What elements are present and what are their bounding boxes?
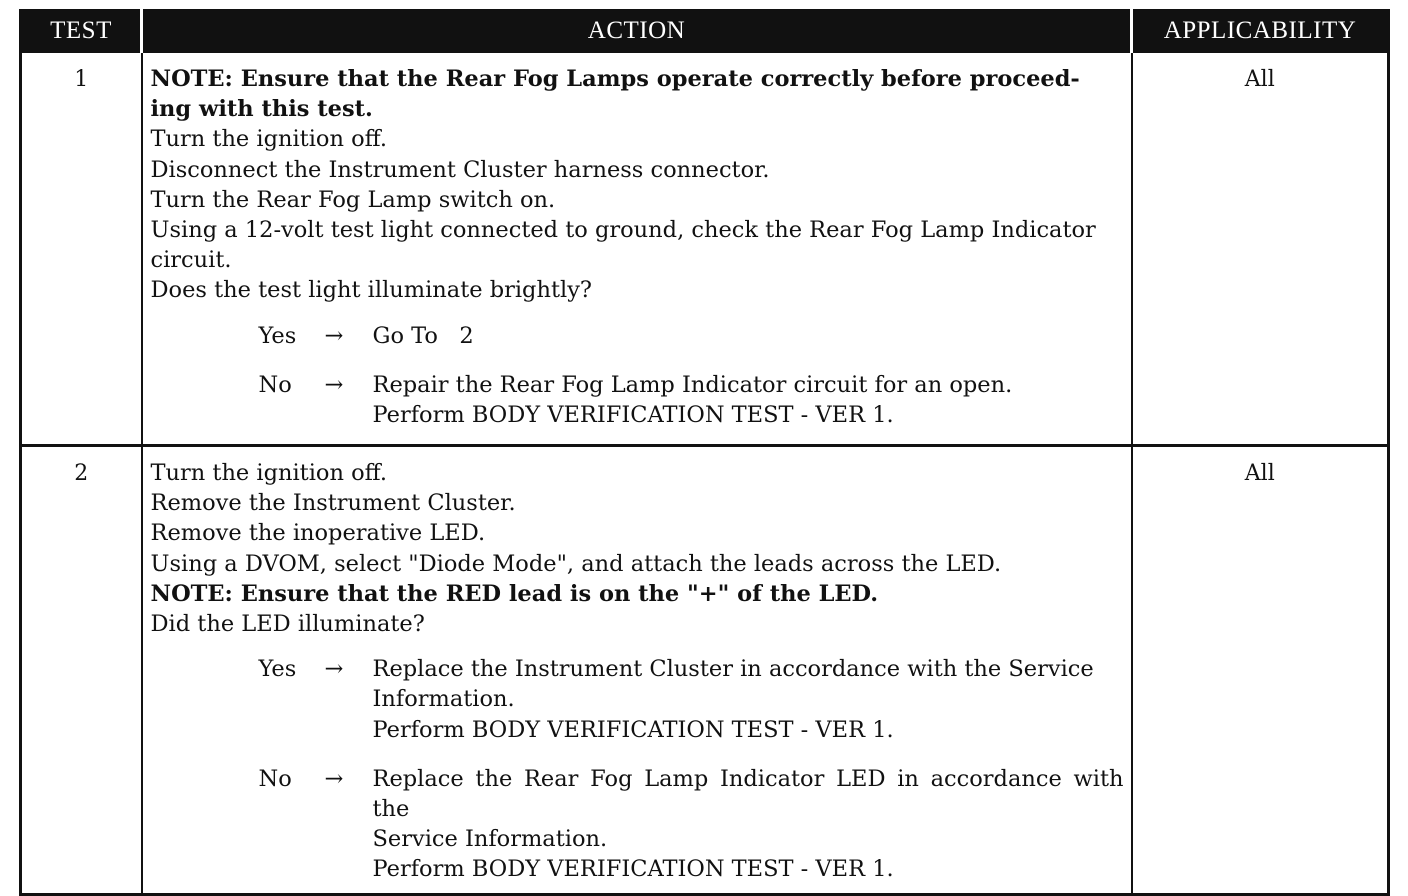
- result-text: [373, 764, 1124, 885]
- action-line: Disconnect the Instrument Cluster harness connector.: [150, 156, 770, 183]
- note-text: ing with this test.: [150, 96, 373, 123]
- question-line: Did the LED illuminate?: [150, 611, 425, 638]
- applicability-value: All: [1132, 52, 1389, 446]
- table-row: [21, 446, 1389, 895]
- result-line: Replace the Instrument Cluster in accordance with the Service: [372, 656, 1094, 683]
- action-cell: [142, 52, 1132, 446]
- table-header: [21, 11, 1389, 52]
- result-text: [373, 654, 1124, 745]
- result-line: Service Information.: [372, 826, 608, 853]
- action-line: Remove the inoperative LED.: [150, 520, 486, 547]
- action-line: Turn the Rear Fog Lamp switch on.: [150, 186, 556, 213]
- result-yes: [151, 321, 1124, 351]
- action-line: Turn the ignition off.: [150, 126, 387, 153]
- note-text: NOTE: Ensure that the RED lead is on the "+" of the LED.: [150, 580, 879, 607]
- action-line: circuit.: [150, 247, 232, 274]
- result-line: Repair the Rear Fog Lamp Indicator circuit for an open.: [372, 371, 1013, 398]
- answer-label: No: [258, 371, 292, 398]
- diagnostic-test-table: [19, 9, 1390, 896]
- answer-label: Yes: [258, 322, 297, 349]
- table-row: [21, 52, 1389, 446]
- test-number: 2: [21, 446, 142, 895]
- header-test: TEST: [21, 11, 142, 52]
- action-cell: [142, 446, 1132, 895]
- result-text: [373, 370, 1124, 430]
- note-text: NOTE: Ensure that the Rear Fog Lamps operate correctly before proceed-: [150, 66, 1080, 92]
- result-line: Perform BODY VERIFICATION TEST - VER 1.: [372, 856, 894, 883]
- question-line: Does the test light illuminate brightly?: [150, 277, 592, 304]
- header-action: ACTION: [142, 11, 1132, 52]
- result-no: [151, 764, 1124, 885]
- header-applicability: APPLICABILITY: [1132, 11, 1389, 52]
- answer-label: No: [258, 765, 292, 792]
- arrow-icon: →: [324, 765, 344, 792]
- result-line: Replace the Rear Fog Lamp Indicator LED in accordance with the: [372, 765, 1124, 823]
- result-line: Perform BODY VERIFICATION TEST - VER 1.: [372, 402, 894, 429]
- action-line: Using a 12-volt test light connected to ground, check the Rear Fog Lamp Indicator: [150, 217, 1096, 244]
- result-line: Perform BODY VERIFICATION TEST - VER 1.: [372, 716, 894, 743]
- result-line: Go To 2: [372, 322, 474, 349]
- action-line: Using a DVOM, select "Diode Mode", and attach the leads across the LED.: [150, 550, 1002, 577]
- result-no: [151, 370, 1124, 430]
- result-text: [373, 321, 1124, 351]
- action-line: Turn the ignition off.: [150, 460, 387, 486]
- arrow-icon: →: [324, 322, 344, 349]
- applicability-value: All: [1132, 446, 1389, 895]
- test-number: 1: [21, 52, 142, 446]
- result-yes: [151, 654, 1124, 745]
- arrow-icon: →: [324, 371, 344, 398]
- result-line: Information.: [372, 686, 515, 713]
- action-line: Remove the Instrument Cluster.: [150, 490, 516, 517]
- arrow-icon: →: [324, 656, 344, 683]
- answer-label: Yes: [258, 656, 297, 683]
